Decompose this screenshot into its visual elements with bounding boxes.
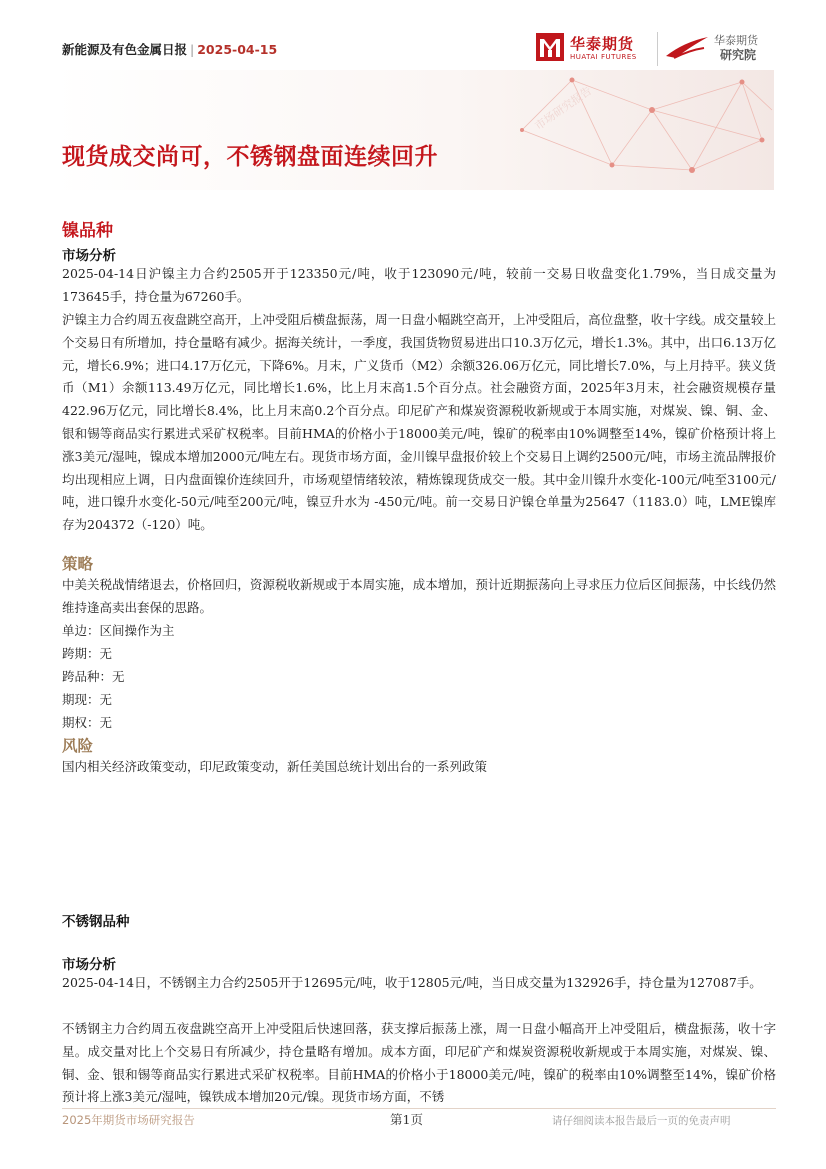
report-date: 2025-04-15 [197,42,278,57]
nickel-market-para2: 沪镍主力合约周五夜盘跳空高开，上冲受阻后横盘振荡，周一日盘小幅跳空高开，上冲受阻后，高位盘整，收十字线。成交量较上个交易日有所增加，持仓量略有减少。据海关统计，一季度，我国货物贸易进出口10.3万亿元，增长1.3%。其中，出口6.13万亿元，增长6.9%；进口4.17万亿元，下降6%。月末，广义货币（M2）余额326.06万亿元，同比增长7.0%，与上月持平。狭义货币（M1）余额113.49万亿元，同比增长1.6%，比上月末高1.5个百分点。社会融资方面，2025年3月末，社会融资规模存量422.96万亿元，同比增长8.4%，比上月末高0.2个百分点。印尼矿产和煤炭资源税收新规或于本周实施，对煤炭、镍、铜、金、银和锡等商品实行累进式采矿权税率。目前HMA的价格小于18000美元/吨，镍矿的税率由10%调整至14%，镍矿价格预计将上涨3美元/湿吨，镍成本增加2000元/吨左右。现货市场方面，金川镍早盘报价较上个交易日上调约2500元/吨，市场主流品牌报价均出现相应上调，日内盘面镍价连续回升，市场观望情绪较浓，精炼镍现货成交一般。其中金川镍升水变化-100元/吨至3100元/吨，进口镍升水变化-50元/吨至200元/吨，镍豆升水为 -450元/吨。前一交易日沪镍仓单量为25647（1183.0）吨，LME镍库存为204372（-120）吨。 [62,312,776,533]
report-name: 新能源及有色金属日报 [62,42,188,57]
stainless-market-para2: 不锈钢主力合约周五夜盘跳空高开上冲受阻后快速回落，获支撑后振荡上涨，周一日盘小幅高开上冲受阻后，横盘振荡，收十字星。成交量对比上个交易日有所减少，持仓量略有增加。成本方面，印尼矿产和煤炭资源税收新规或于本周实施，对煤炭、镍、铜、金、银和锡等商品实行累进式采矿权税率。目前HMA的价格小于18000美元/吨，镍矿的税率由10%调整至14%，镍矿价格预计将上涨3美元/湿吨，镍铁成本增加20元/镍。现货市场方面，不锈 [62,1021,776,1105]
nickel-market-para1: 2025-04-14日沪镍主力合约2505开于123350元/吨，收于123090元/吨，较前一交易日收盘变化1.79%，当日成交量为173645手，持仓量为67260手。 [62,266,776,304]
logo-company-cn: 华泰期货 [570,35,635,53]
logo-divider [657,32,658,66]
nickel-strategy-heading: 策略 [62,555,94,573]
nickel-risk-text: 国内相关经济政策变动，印尼政策变动，新任美国总统计划出台的一系列政策 [62,759,488,774]
title-banner [52,70,774,190]
header-separator: | [190,42,195,57]
strategy-line-intertemporal: 跨期：无 [62,646,113,661]
nickel-heading: 镍品种 [62,221,113,241]
stainless-market-heading: 市场分析 [62,957,116,973]
footer-page-number: 第1页 [390,1112,423,1127]
strategy-line-options: 期权：无 [62,715,113,730]
report-header [62,40,277,58]
strategy-line-single: 单边：区间操作为主 [62,623,175,638]
stainless-market-para1: 2025-04-14日，不锈钢主力合约2505开于12695元/吨，收于12805元/吨，当日成交量为132926手，持仓量为127087手。 [62,975,762,990]
nickel-strategy-para: 中美关税战情绪退去，价格回归，资源税收新规或于本周实施，成本增加，预计近期振荡向上寻求压力位后区间振荡，中长线仍然维持逢高卖出套保的思路。 [62,577,776,615]
strategy-line-spot-futures: 期现：无 [62,692,113,707]
nickel-risk-heading: 风险 [62,737,94,755]
stainless-heading: 不锈钢品种 [62,914,130,930]
page-title: 现货成交尚可，不锈钢盘面连续回升 [62,144,438,170]
company-logo [536,30,776,70]
banner-watermark: 市场研究报告 [532,84,595,133]
huatai-logo-icon [536,33,564,61]
logo-company-en: HUATAI FUTURES [570,53,637,61]
footer-divider [62,1108,776,1109]
logo-institute-line1: 华泰期货 [714,34,758,47]
strategy-line-cross-variety: 跨品种：无 [62,669,125,684]
footer-report-type: 2025年期货市场研究报告 [62,1113,195,1127]
network-decoration-icon [52,70,774,190]
nickel-market-heading: 市场分析 [62,248,116,264]
logo-institute-line2: 研究院 [720,48,757,62]
institute-logo-icon [664,34,710,60]
footer-disclaimer-note: 请仔细阅读本报告最后一页的免责声明 [552,1115,731,1127]
